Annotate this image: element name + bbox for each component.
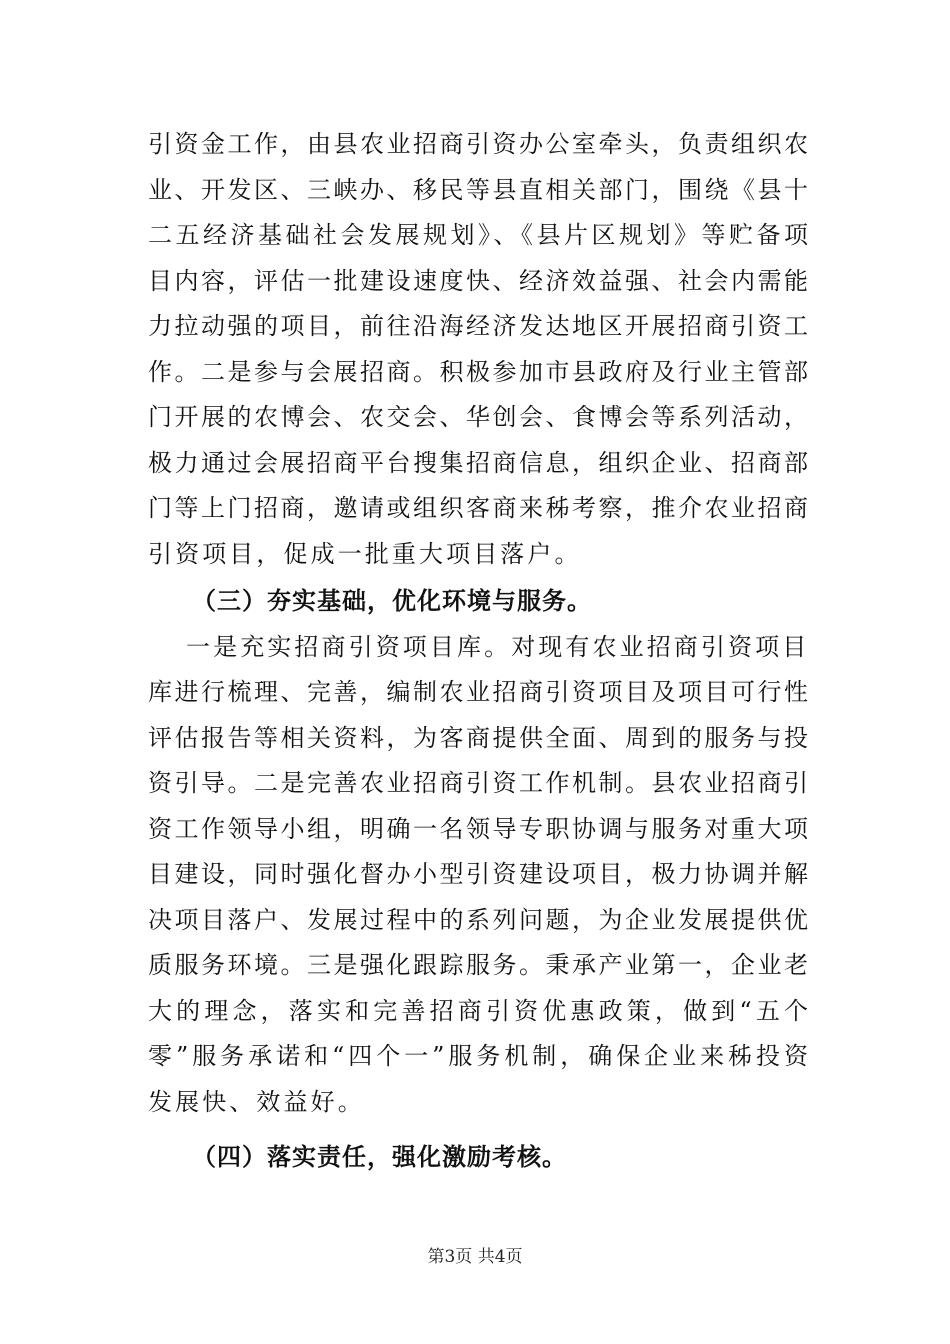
text-line: 力拉动强的项目，前往沿海经济发达地区开展招商引资工 [148,312,808,340]
text-line: 业、开发区、三峡办、移民等县直相关部门，围绕《县十 [148,175,808,204]
section-heading-4: （四）落实责任，强化激励考核。 [192,1143,567,1171]
body-text [148,122,808,1181]
text-line: 引资金工作，由县农业招商引资办公室牵头，负责组织农 [148,130,808,158]
text-line: 评估报告等相关资料，为客商提供全面、周到的服务与投 [148,723,808,752]
text-line: 库进行梳理、完善，编制农业招商引资项目及项目可行性 [148,678,808,706]
text-line: 质服务环境。三是强化跟踪服务。秉承产业第一，企业老 [148,951,808,979]
section-heading-3: （三）夯实基础，优化环境与服务。 [192,587,592,615]
text-line: 资引导。二是完善农业招商引资工作机制。县农业招商引 [148,769,808,797]
text-line: 发展快、效益好。 [148,1087,365,1116]
text-line: 一是充实招商引资项目库。对现有农业招商引资项目 [186,632,810,661]
text-line: 决项目落户、发展过程中的系列问题，为企业发展提供优 [148,905,808,934]
text-line: 门等上门招商，邀请或组织客商来秭考察，推介农业招商 [148,494,808,522]
text-line: 目建设，同时强化督办小型引资建设项目，极力协调并解 [148,860,808,888]
text-line: 目内容，评估一批建设速度快、经济效益强、社会内需能 [148,266,808,295]
text-line: 门开展的农博会、农交会、华创会、食博会等系列活动， [148,403,808,431]
text-line: 零”服务承诺和“四个一”服务机制，确保企业来秭投资 [148,1042,808,1070]
text-line: 大的理念，落实和完善招商引资优惠政策，做到“五个 [148,996,808,1025]
text-line: 资工作领导小组，明确一名领导专职协调与服务对重大项 [148,814,808,843]
page-number-footer: 第3页 共4页 [427,1247,523,1267]
text-line: 极力通过会展招商平台搜集招商信息，组织企业、招商部 [148,448,808,477]
text-line: 作。二是参与会展招商。积极参加市县政府及行业主管部 [148,357,808,386]
text-line: 二五经济基础社会发展规划》、《县片区规划》等贮备项 [148,221,808,249]
text-line: 引资项目，促成一批重大项目落户。 [148,539,582,568]
